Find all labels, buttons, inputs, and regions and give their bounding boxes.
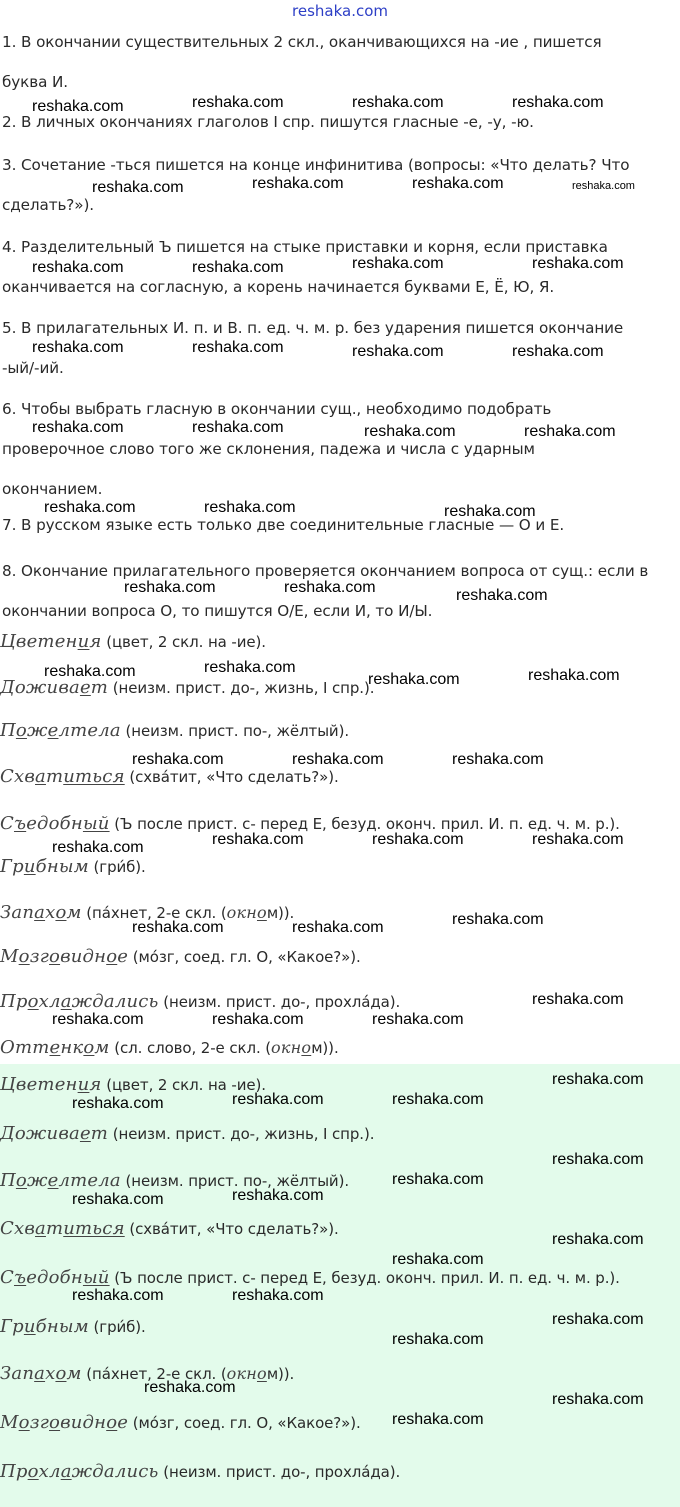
analyzed-word [0, 1218, 125, 1239]
word-explanation: (гри́б). [88, 1318, 146, 1336]
watermark-text: reshaka.com [352, 343, 444, 360]
word-explanation: (схва́тит, «Что сделать?»). [124, 1220, 339, 1238]
watermark-text: reshaka.com [368, 671, 460, 688]
underlined-letter: о [18, 1412, 30, 1433]
word-part: Цвете [0, 1074, 66, 1095]
site-header-link[interactable]: reshaka.com [292, 2, 388, 20]
word-explanation: (сл. слово, 2-е скл. ( [109, 1039, 272, 1057]
analyzed-word [0, 1316, 89, 1337]
analyzed-word [0, 1037, 110, 1058]
underlined-letter: о [106, 946, 118, 967]
analyzed-word [0, 946, 128, 967]
analyzed-word [0, 1170, 121, 1191]
underlined-letter: и [77, 1074, 90, 1095]
watermark-text: reshaka.com [232, 1187, 324, 1204]
underlined-letter: а [35, 766, 46, 787]
watermark-text: reshaka.com [252, 175, 344, 192]
underlined-letter: а [34, 902, 46, 923]
watermark-text: reshaka.com [72, 1191, 164, 1208]
word-part: Цвете [0, 631, 66, 652]
underlined-letter: а [60, 1461, 72, 1482]
word-part: Гр [0, 1316, 24, 1337]
watermark-text: reshaka.com [532, 255, 624, 272]
word-part: е [117, 946, 129, 967]
word-explanation: (мо́зг, соед. гл. О, «Какое?»). [128, 1414, 361, 1432]
analyzed-word [0, 1074, 102, 1095]
word-part: лтела [58, 1170, 121, 1191]
word-part: я [89, 631, 102, 652]
word-explanation: (гри́б). [88, 858, 146, 876]
word-part: М [0, 1412, 19, 1433]
watermark-text: reshaka.com [132, 751, 224, 768]
word-explanation: (неизм. прист. по-, жёлтый). [120, 722, 350, 740]
rule-4: 4. Разделительный Ъ пишется на стыке приставки и корня, если приставка оканчивается на согласную, а корень начинается буквами Е, Ё, Ю, Я. [2, 238, 608, 296]
underlined-letter: е [79, 677, 91, 698]
analyzed-word [0, 991, 159, 1012]
watermark-text: reshaka.com [532, 831, 624, 848]
analyzed-word [0, 1123, 108, 1144]
underlined-letter: ый [82, 813, 110, 834]
watermark-text: reshaka.com [512, 94, 604, 111]
watermark-text: reshaka.com [32, 259, 124, 276]
word-explanation: (цвет, 2 скл. на -ие). [101, 633, 266, 651]
watermark-text: reshaka.com [392, 1091, 484, 1108]
underlined-letter: а [60, 991, 72, 1012]
analyzed-word [0, 1461, 159, 1482]
watermark-text: reshaka.com [552, 1311, 644, 1328]
word-part: Дожива [0, 1123, 80, 1144]
word-entry [0, 1036, 680, 1060]
watermark-text: reshaka.com [352, 94, 444, 111]
check-word [271, 1038, 311, 1057]
underlined-letter: о [55, 1363, 67, 1384]
watermark-text: reshaka.com [72, 1095, 164, 1112]
watermark-text: reshaka.com [392, 1171, 484, 1188]
word-part: н [65, 1074, 78, 1095]
watermark-text: reshaka.com [444, 503, 536, 520]
watermark-text: reshaka.com [524, 423, 616, 440]
underlined-letter: е [49, 1037, 61, 1058]
watermark-text: reshaka.com [352, 255, 444, 272]
watermark-text: reshaka.com [32, 339, 124, 356]
watermark-text: reshaka.com [204, 499, 296, 516]
rule-1: 1. В окончании существительных 2 скл., оканчивающихся на -ие , пишется буква И. [2, 33, 602, 91]
watermark-text: reshaka.com [452, 751, 544, 768]
underlined-letter: и [23, 856, 36, 877]
word-part: ж [26, 1170, 48, 1191]
underlined-letter: и [23, 1316, 36, 1337]
word-entry [0, 1362, 680, 1386]
word-part: едобн [26, 813, 83, 834]
word-explanation: (Ъ после прист. с- перед Е, безуд. оконч. прил. И. п. ед. ч. м. р.). [109, 1269, 620, 1287]
word-part: ждались [71, 991, 159, 1012]
word-part: н [65, 631, 78, 652]
word-entry [0, 855, 680, 879]
watermark-text: reshaka.com [124, 579, 216, 596]
analyzed-word [0, 766, 125, 787]
underlined-letter: ъ [13, 813, 27, 834]
word-part: Гр [0, 856, 24, 877]
rule-2: 2. В личных окончаниях глаголов I спр. пишутся гласные -е, -у, -ю. [2, 113, 534, 131]
word-part: видн [60, 1412, 107, 1433]
watermark-text: reshaka.com [364, 423, 456, 440]
check-word [227, 903, 267, 922]
underlined-letter: а [34, 1363, 46, 1384]
analyzed-word [0, 631, 102, 652]
watermark-text: reshaka.com [372, 1011, 464, 1028]
underlined-letter: о [15, 720, 27, 741]
underlined-letter: е [79, 1123, 91, 1144]
watermark-text: reshaka.com [52, 839, 144, 856]
word-part: я [89, 1074, 102, 1095]
word-part: П [0, 1170, 16, 1191]
word-explanation: (па́хнет, 2-е скл. ( [81, 1365, 227, 1383]
word-part: Отт [0, 1037, 50, 1058]
underlined-letter: иться [63, 1218, 125, 1239]
rule-6: 6. Чтобы выбрать гласную в окончании сущ., необходимо подобрать проверочное слово того же склонения, падежа и числа с ударным окончанием. [2, 400, 552, 498]
watermark-text: reshaka.com [452, 911, 544, 928]
word-part: едобн [26, 1267, 83, 1288]
underlined-letter: ъ [13, 1267, 27, 1288]
word-part: бным [35, 856, 89, 877]
word-part: видн [60, 946, 107, 967]
analyzed-word [0, 720, 121, 741]
word-part: т [90, 1123, 109, 1144]
word-entry [0, 630, 680, 654]
underlined-letter: о [49, 946, 61, 967]
watermark-text: reshaka.com [284, 579, 376, 596]
watermark-text: reshaka.com [292, 751, 384, 768]
word-explanation-end: м)). [266, 904, 295, 922]
word-part: зг [29, 946, 50, 967]
word-part: окн [271, 1038, 302, 1057]
analyzed-word [0, 856, 89, 877]
word-part: м [94, 1037, 110, 1058]
word-part: С [0, 1267, 14, 1288]
watermark-text: reshaka.com [212, 831, 304, 848]
watermark-text: reshaka.com [52, 1011, 144, 1028]
word-entry [0, 1122, 680, 1146]
word-entry [0, 1411, 680, 1435]
word-part: нк [60, 1037, 84, 1058]
word-part: м [66, 1363, 82, 1384]
watermark-text: reshaka.com [204, 659, 296, 676]
rule-5: 5. В прилагательных И. п. и В. п. ед. ч. м. р. без ударения пишется окончание -ый/-ий. [2, 319, 624, 377]
watermark-text: reshaka.com [144, 1379, 236, 1396]
underlined-letter: ый [82, 1267, 110, 1288]
watermark-text: reshaka.com [528, 667, 620, 684]
word-explanation: (неизм. прист. до-, жизнь, I спр.). [108, 679, 375, 697]
watermark-text: reshaka.com [372, 831, 464, 848]
watermark-text: reshaka.com [512, 343, 604, 360]
watermark-text: reshaka.com [44, 499, 136, 516]
watermark-text: reshaka.com [44, 663, 136, 680]
word-part: м [66, 902, 82, 923]
word-part: Схв [0, 1218, 36, 1239]
analyzed-word [0, 1267, 110, 1288]
underlined-letter: о [27, 1461, 39, 1482]
underlined-letter: и [77, 631, 90, 652]
word-part: С [0, 813, 14, 834]
word-part: Зап [0, 902, 35, 923]
watermark-text: reshaka.com [552, 1071, 644, 1088]
underlined-letter: о [83, 1037, 95, 1058]
underlined-letter: е [47, 720, 59, 741]
watermark-text: reshaka.com [292, 919, 384, 936]
underlined-letter: е [47, 1170, 59, 1191]
watermark-text: reshaka.com [392, 1411, 484, 1428]
word-part: лтела [58, 720, 121, 741]
watermark-text: reshaka.com [552, 1231, 644, 1248]
word-entry [0, 945, 680, 969]
word-part: П [0, 720, 16, 741]
word-entry [0, 1169, 680, 1193]
watermark-text: reshaka.com [192, 339, 284, 356]
word-part: М [0, 946, 19, 967]
word-part: окн [226, 903, 257, 922]
word-part: ж [26, 720, 48, 741]
rule-7: 7. В русском языке есть только две соединительные гласные — О и Е. [2, 516, 565, 534]
underlined-letter: о [55, 902, 67, 923]
word-part: х [45, 1363, 56, 1384]
watermark-text: reshaka.com [552, 1391, 644, 1408]
analyzed-word [0, 813, 110, 834]
underlined-letter: о [256, 903, 267, 922]
word-part: Зап [0, 1363, 35, 1384]
word-explanation: (неизм. прист. до-, прохла́да). [158, 1463, 401, 1481]
word-entry [0, 719, 680, 743]
watermark-text: reshaka.com [532, 991, 624, 1008]
word-part: т [45, 766, 64, 787]
watermark-text: reshaka.com [192, 259, 284, 276]
watermark-text: reshaka.com [212, 1011, 304, 1028]
underlined-letter: о [27, 991, 39, 1012]
underlined-letter: о [18, 946, 30, 967]
word-explanation: (неизм. прист. до-, прохла́да). [158, 993, 401, 1011]
watermark-text: reshaka.com [572, 180, 635, 192]
word-part: Пр [0, 1461, 28, 1482]
word-explanation: (цвет, 2 скл. на -ие). [101, 1076, 266, 1094]
watermark-text: reshaka.com [232, 1091, 324, 1108]
watermark-text: reshaka.com [72, 1287, 164, 1304]
watermark-text: reshaka.com [392, 1251, 484, 1268]
watermark-text: reshaka.com [392, 1331, 484, 1348]
watermark-text: reshaka.com [412, 175, 504, 192]
word-part: х [45, 902, 56, 923]
underlined-letter: иться [63, 766, 125, 787]
word-explanation: (схва́тит, «Что сделать?»). [124, 768, 339, 786]
word-part: ждались [71, 1461, 159, 1482]
underlined-letter: а [35, 1218, 46, 1239]
analyzed-word [0, 1412, 128, 1433]
word-part: Дожива [0, 677, 80, 698]
word-part: Схв [0, 766, 36, 787]
word-explanation: (мо́зг, соед. гл. О, «Какое?»). [128, 948, 361, 966]
watermark-text: reshaka.com [456, 587, 548, 604]
watermark-text: reshaka.com [32, 98, 124, 115]
rule-3: 3. Сочетание -ться пишется на конце инфинитива (вопросы: «Что делать? Что сделать?»). [2, 156, 630, 214]
underlined-letter: о [256, 1364, 267, 1383]
word-explanation: (неизм. прист. по-, жёлтый). [120, 1172, 350, 1190]
analyzed-word [0, 902, 82, 923]
word-part: т [90, 677, 109, 698]
underlined-letter: о [15, 1170, 27, 1191]
underlined-letter: о [106, 1412, 118, 1433]
word-explanation-end: м)). [311, 1039, 339, 1057]
watermark-text: reshaka.com [192, 94, 284, 111]
underlined-letter: о [301, 1038, 312, 1057]
watermark-text: reshaka.com [192, 419, 284, 436]
word-explanation: (па́хнет, 2-е скл. ( [81, 904, 227, 922]
word-explanation: (неизм. прист. до-, жизнь, I спр.). [108, 1125, 375, 1143]
word-part: е [117, 1412, 129, 1433]
word-explanation: (Ъ после прист. с- перед Е, безуд. оконч. прил. И. п. ед. ч. м. р.). [109, 815, 620, 833]
word-part: Пр [0, 991, 28, 1012]
watermark-text: reshaka.com [552, 1151, 644, 1168]
analyzed-word [0, 1363, 82, 1384]
word-part: зг [29, 1412, 50, 1433]
watermark-text: reshaka.com [232, 1287, 324, 1304]
word-explanation-end: м)). [266, 1365, 295, 1383]
underlined-letter: о [49, 1412, 61, 1433]
word-part: бным [35, 1316, 89, 1337]
word-part: хл [38, 991, 61, 1012]
word-part: хл [38, 1461, 61, 1482]
word-part: т [45, 1218, 64, 1239]
rule-8: 8. Окончание прилагательного проверяется окончанием вопроса от сущ.: если в окончании вопроса О, то пишутся О/Е, если И, то И/Ы. [2, 562, 649, 620]
watermark-text: reshaka.com [32, 419, 124, 436]
watermark-text: reshaka.com [132, 919, 224, 936]
word-entry [0, 1460, 680, 1484]
watermark-text: reshaka.com [92, 179, 184, 196]
word-part: окн [226, 1364, 257, 1383]
